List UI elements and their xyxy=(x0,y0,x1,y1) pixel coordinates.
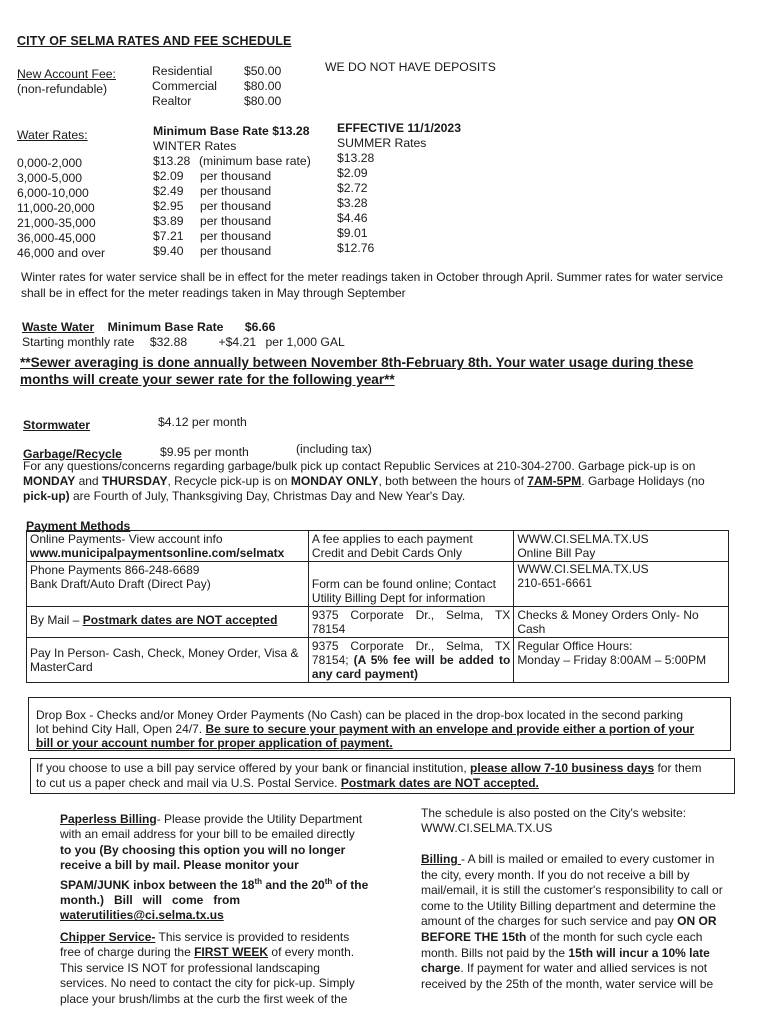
winter-rate: $9.40 xyxy=(153,244,184,258)
garbage-holidays: are Fourth of July, Thanksgiving Day, Christmas Day and New Year's Day. xyxy=(69,489,466,503)
billpay-line-1 xyxy=(36,761,701,775)
winter-unit: per thousand xyxy=(200,184,272,198)
winter-units xyxy=(200,154,311,259)
payment-online-cell xyxy=(27,531,309,562)
water-range: 46,000 and over xyxy=(17,246,106,260)
superscript: th xyxy=(254,876,263,886)
office-hours: Monday – Friday 8:00AM – 5:00PM xyxy=(517,653,707,667)
payment-mail-label: By Mail – xyxy=(30,613,83,627)
winter-unit: per thousand xyxy=(200,244,272,258)
paperless-text: - Please provide the Utility Department xyxy=(156,812,363,826)
dropbox-line-1: Drop Box - Checks and/or Money Order Payments (No Cash) can be placed in the drop-box located in the second parking xyxy=(36,708,684,722)
table-row xyxy=(27,531,729,562)
paperless-text: receive a bill by mail. Please monitor your xyxy=(60,858,299,873)
payment-online-site-cell xyxy=(514,531,729,562)
wastewater-start-label: Starting monthly rate xyxy=(22,335,135,349)
billpay-warning: Postmark dates are NOT accepted. xyxy=(340,776,539,790)
dropbox-text: lot behind City Hall, Open 24/7. xyxy=(36,722,206,736)
paperless-text: and the 20 xyxy=(262,877,325,892)
billing-text: of the month for such cycle each xyxy=(526,929,703,944)
table-row xyxy=(27,607,729,638)
winter-unit: per thousand xyxy=(200,169,272,183)
paperless-text: SPAM/JUNK inbox between the 18 xyxy=(60,877,255,892)
garbage-text: and xyxy=(75,474,102,488)
payment-person-address: 9375 Corporate Dr., Selma, TX 78154; xyxy=(311,639,511,667)
garbage-line-3 xyxy=(23,489,465,503)
table-row xyxy=(27,562,729,607)
payment-mail-note: Checks & Money Orders Only- No Cash xyxy=(514,607,729,638)
payment-online-url[interactable]: www.municipalpaymentsonline.com/selmatx xyxy=(30,546,285,560)
water-range: 3,000-5,000 xyxy=(17,171,83,185)
winter-rates xyxy=(153,154,190,259)
garbage-tax-note: (including tax) xyxy=(296,442,372,456)
water-range: 0,000-2,000 xyxy=(17,156,83,170)
summer-rate: $3.28 xyxy=(337,196,368,210)
garbage-line-1: For any questions/concerns regarding garbage/bulk pick up contact Republic Services at 210-304-2700. Garbage pick-up is on xyxy=(23,459,696,473)
table-row xyxy=(27,638,729,683)
garbage-day-thursday: THURSDAY xyxy=(101,474,168,488)
superscript: th xyxy=(324,876,333,886)
payment-online-fee-cell xyxy=(308,531,513,562)
payment-bank-form: Form can be found online; Contact Utility Billing Dept for information xyxy=(311,577,497,605)
stormwater-label: Stormwater xyxy=(23,418,91,432)
chipper-text: This service is provided to residents xyxy=(155,930,350,944)
summer-rate: $4.46 xyxy=(337,211,368,225)
paperless-text: to you (By choosing this option you will no longer xyxy=(60,842,346,857)
dropbox-warning: Be sure to secure your payment with an envelope and provide either a portion of your xyxy=(205,722,695,736)
dropbox-line-2 xyxy=(36,722,694,736)
billing-due: ON OR xyxy=(677,914,717,929)
water-ranges xyxy=(17,156,105,261)
chipper-text: services. No need to contact the city for pick-up. Simply xyxy=(60,976,355,991)
payment-bank-form-cell xyxy=(308,562,513,607)
wastewater-min-value: $6.66 xyxy=(244,320,276,334)
payment-bank-phone: 210-651-6661 xyxy=(517,576,593,590)
new-account-sublabel: (non-refundable) xyxy=(17,82,108,96)
chipper-text: of every month. xyxy=(268,945,355,960)
payment-person-address-cell xyxy=(308,638,513,683)
garbage-text: pick-up) xyxy=(23,489,70,503)
garbage-line-2 xyxy=(23,474,705,488)
payment-person-hours-cell xyxy=(514,638,729,683)
water-range: 36,000-45,000 xyxy=(17,231,96,245)
billpay-text: to cut us a paper check and mail via U.S. Postal Service. xyxy=(36,776,341,790)
dropbox-line-3: bill or your account number for proper application of payment. xyxy=(36,736,393,750)
payment-bank-site-cell xyxy=(514,562,729,607)
billing-text: month. Bills not paid by the xyxy=(421,945,569,960)
payment-online-bill: Online Bill Pay xyxy=(517,546,596,560)
recycle-day: MONDAY ONLY xyxy=(290,474,379,488)
account-amount: $80.00 xyxy=(244,79,282,93)
wastewater-row xyxy=(22,320,275,335)
account-type: Realtor xyxy=(152,94,192,108)
paperless-label: Paperless Billing xyxy=(60,812,157,826)
water-range: 11,000-20,000 xyxy=(17,201,95,215)
account-amount: $80.00 xyxy=(244,94,282,108)
payment-mail-address: 9375 Corporate Dr., Selma, TX 78154 xyxy=(308,607,513,638)
water-season-note-2: shall be in effect for the meter readings taken in May through September xyxy=(21,286,406,300)
water-effective-date: EFFECTIVE 11/1/2023 xyxy=(337,121,461,135)
pickup-hours: 7AM-5PM xyxy=(527,474,582,488)
winter-unit: (minimum base rate) xyxy=(199,154,311,168)
water-season-note-1: Winter rates for water service shall be in effect for the meter readings taken in October through April. Summer rates for water service xyxy=(21,270,724,284)
summer-rate: $12.76 xyxy=(337,241,375,255)
winter-rate: $2.95 xyxy=(153,199,184,213)
winter-rate: $2.49 xyxy=(153,184,184,198)
water-range: 6,000-10,000 xyxy=(17,186,89,200)
payment-methods-table xyxy=(26,530,729,683)
garbage-text: . Garbage Holidays (no xyxy=(581,474,705,488)
website-url[interactable]: WWW.CI.SELMA.TX.US xyxy=(421,821,553,836)
stormwater-value: $4.12 per month xyxy=(158,415,247,429)
garbage-text: , both between the hours of xyxy=(378,474,528,488)
sewer-note xyxy=(20,354,693,388)
billing-text: - A bill is mailed or emailed to every customer in xyxy=(461,852,715,866)
payment-bank-site[interactable]: WWW.CI.SELMA.TX.US xyxy=(517,562,649,576)
payment-phone: Phone Payments 866-248-6689 xyxy=(30,563,200,577)
paperless-text: month.) Bill will come from xyxy=(60,893,241,908)
chipper-text: free of charge during the xyxy=(60,945,195,960)
new-account-label: New Account Fee: xyxy=(17,67,116,81)
payment-person: Pay In Person- Cash, Check, Money Order, Visa & MasterCard xyxy=(27,638,309,683)
winter-rate: $2.09 xyxy=(153,169,184,183)
account-type: Residential xyxy=(152,64,213,78)
payment-online-cards: Credit and Debit Cards Only xyxy=(311,546,462,560)
payment-mail-cell xyxy=(27,607,309,638)
wastewater-start-row xyxy=(22,335,345,350)
account-types xyxy=(152,64,217,109)
billing-text: the city, every month. If you do not receive a bill by xyxy=(421,867,690,882)
billing-text: come to the Utility Billing department and determine the xyxy=(421,898,716,913)
website-section xyxy=(421,806,686,837)
paperless-text: of the xyxy=(332,877,369,892)
garbage-value: $9.95 per month xyxy=(160,445,249,459)
wastewater-min-label: Minimum Base Rate xyxy=(107,320,224,334)
payment-methods-heading: Payment Methods xyxy=(26,519,131,533)
billpay-line-2 xyxy=(36,776,539,790)
summer-rate: $9.01 xyxy=(337,226,368,240)
winter-rate: $3.89 xyxy=(153,214,184,228)
wastewater-extra-unit: per 1,000 GAL xyxy=(265,335,345,349)
sewer-note-line: **Sewer averaging is done annually between November 8th-February 8th. Your water usage during these xyxy=(20,355,694,370)
chipper-label: Chipper Service- xyxy=(60,930,156,944)
chipper-first-week: FIRST WEEK xyxy=(194,945,269,960)
summer-header: SUMMER Rates xyxy=(337,136,427,150)
paperless-section xyxy=(60,812,380,924)
wastewater-extra: +$4.21 xyxy=(218,335,257,349)
winter-unit: per thousand xyxy=(200,229,272,243)
payment-bank: Bank Draft/Auto Draft (Direct Pay) xyxy=(30,577,211,591)
paperless-email-link[interactable]: waterutilities@ci.selma.tx.us xyxy=(60,908,224,923)
chipper-text: This service IS NOT for professional landscaping xyxy=(60,960,320,975)
no-deposits-note: WE DO NOT HAVE DEPOSITS xyxy=(325,60,496,74)
billing-text: . If payment for water and allied services is not xyxy=(460,961,708,976)
payment-online-label: Online Payments- View account info xyxy=(30,532,223,546)
billpay-days: please allow 7-10 business days xyxy=(470,761,655,775)
page-title: CITY OF SELMA RATES AND FEE SCHEDULE xyxy=(17,34,292,48)
account-type: Commercial xyxy=(152,79,218,93)
billing-late-fee: charge xyxy=(421,961,461,976)
summer-rate: $2.72 xyxy=(337,181,368,195)
billpay-text: for them xyxy=(654,761,702,775)
garbage-day-monday: MONDAY xyxy=(23,474,76,488)
billing-text: received by the 25th of the month, water service will be xyxy=(421,976,714,991)
billing-label: Billing xyxy=(421,852,461,866)
summer-rate: $2.09 xyxy=(337,166,368,180)
winter-header: WINTER Rates xyxy=(153,139,237,153)
billing-text: mail/email, it is still the customer's responsibility to call or xyxy=(421,883,723,898)
chipper-text: place your brush/limbs at the curb the first week of the xyxy=(60,991,348,1006)
website-text: The schedule is also posted on the City's website: xyxy=(421,806,687,820)
winter-unit: per thousand xyxy=(200,214,272,228)
water-range: 21,000-35,000 xyxy=(17,216,96,230)
payment-person-fee: (A 5% fee will be added to any card payment) xyxy=(311,653,511,681)
office-hours-label: Regular Office Hours: xyxy=(517,639,633,653)
wastewater-label: Waste Water xyxy=(22,320,95,334)
water-rates-label: Water Rates: xyxy=(17,128,88,142)
account-amount: $50.00 xyxy=(244,64,282,78)
billing-text: amount of the charges for such service and pay xyxy=(421,914,678,929)
paperless-text: with an email address for your bill to be emailed directly xyxy=(60,827,355,842)
garbage-label: Garbage/Recycle xyxy=(23,447,122,461)
wastewater-start-value: $32.88 xyxy=(149,335,188,349)
water-min-base: Minimum Base Rate $13.28 xyxy=(153,124,310,138)
summer-rate: $13.28 xyxy=(337,151,375,165)
payment-bank-cell xyxy=(27,562,309,607)
winter-unit: per thousand xyxy=(200,199,272,213)
chipper-section xyxy=(60,930,380,1007)
billing-section xyxy=(421,852,723,992)
payment-online-fee: A fee applies to each payment xyxy=(311,532,473,546)
garbage-text: , Recycle pick-up is on xyxy=(167,474,291,488)
billing-late-fee: 15th will incur a 10% late xyxy=(568,945,710,960)
billpay-text: If you choose to use a bill pay service offered by your bank or financial institution, xyxy=(36,761,471,775)
summer-rates xyxy=(337,151,374,256)
account-amounts xyxy=(244,64,281,109)
payment-mail-warning: Postmark dates are NOT accepted xyxy=(82,613,278,627)
billing-due: BEFORE THE 15th xyxy=(421,929,527,944)
sewer-note-line: months will create your sewer rate for the following year** xyxy=(20,372,395,387)
winter-rate: $7.21 xyxy=(153,229,184,243)
winter-rate: $13.28 xyxy=(153,154,191,168)
payment-online-site[interactable]: WWW.CI.SELMA.TX.US xyxy=(517,532,649,546)
